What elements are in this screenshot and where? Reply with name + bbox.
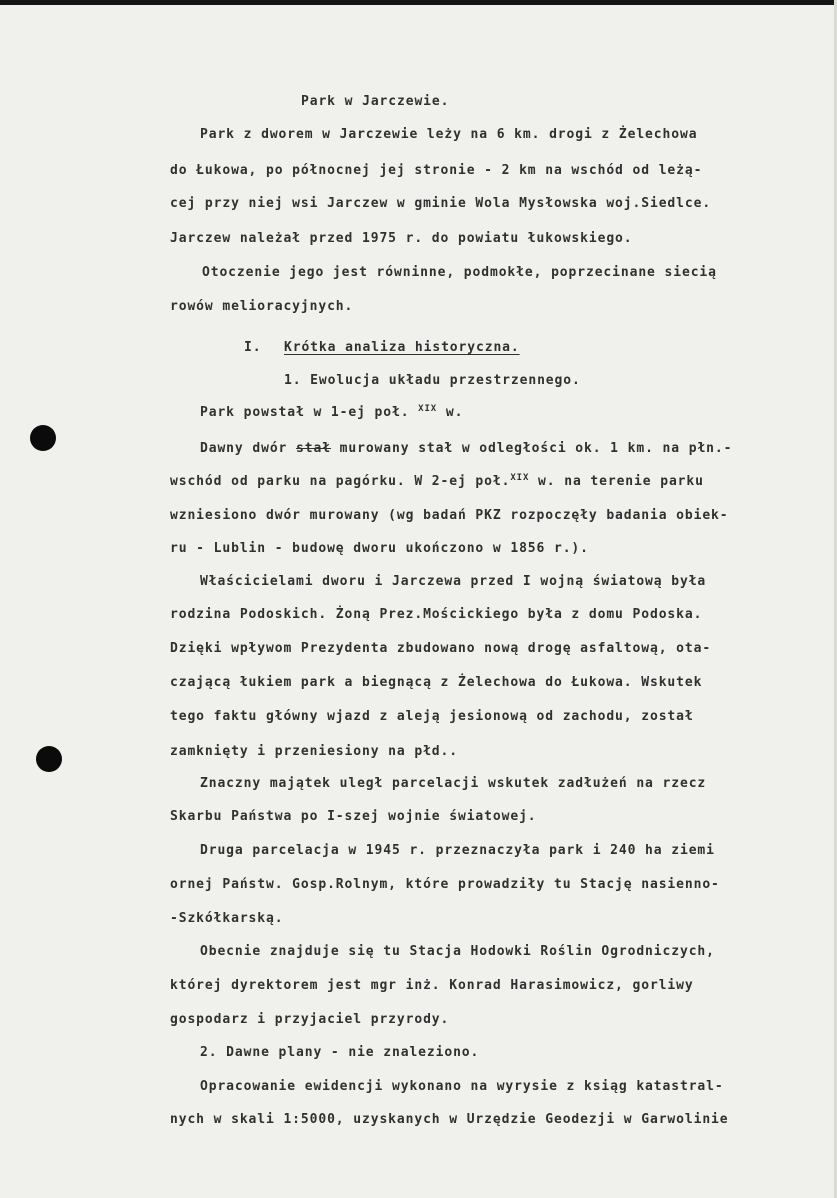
text-line: Znaczny majątek uległ parcelacji wskutek zadłużeń na rzecz [200, 776, 707, 791]
text-line-old-manor [200, 441, 732, 457]
text-line: Park z dworem w Jarczewie leży na 6 km. drogi z Żelechowa [200, 127, 698, 142]
subsection-heading: 2. Dawne plany - nie znaleziono. [200, 1045, 480, 1060]
text-segment: murowany stał w odległości ok. 1 km. na płn.- [330, 441, 733, 456]
text-segment: Park powstał w 1-ej poł. [200, 405, 419, 420]
text-line: rowów melioracyjnych. [170, 299, 354, 314]
text-line: Skarbu Państwa po I-szej wojnie światowej. [170, 809, 537, 824]
document-title: Park w Jarczewie. [301, 94, 450, 109]
text-line: Dzięki wpływom Prezydenta zbudowano nową drogę asfaltową, ota- [170, 641, 712, 656]
text-line: rodzina Podoskich. Żoną Prez.Mościckiego była z domu Podoska. [170, 607, 703, 622]
text-line-park-founded [200, 405, 463, 422]
text-line: Właścicielami dworu i Jarczewa przed I wojną światową była [200, 574, 707, 589]
text-line: do Łukowa, po północnej jej stronie - 2 km na wschód od leżą- [170, 163, 703, 178]
punch-hole-lower [36, 746, 62, 772]
text-line: zamknięty i przeniesiony na płd.. [170, 744, 458, 759]
text-segment: Dawny dwór [200, 441, 296, 456]
text-line: Opracowanie ewidencji wykonano na wyrysie z ksiąg katastral- [200, 1079, 724, 1094]
page-top-edge [0, 0, 837, 5]
text-line: wzniesiono dwór murowany (wg badań PKZ rozpoczęły badania obiek- [170, 508, 729, 523]
text-line: -Szkółkarską. [170, 911, 284, 926]
text-line: ru - Lublin - budowę dworu ukończono w 1856 r.). [170, 541, 589, 556]
text-segment: w. [437, 405, 464, 420]
text-line: której dyrektorem jest mgr inż. Konrad Harasimowicz, gorliwy [170, 978, 694, 993]
text-line: czającą łukiem park a biegnącą z Żelechowa do Łukowa. Wskutek [170, 675, 703, 690]
section-number: I. [244, 340, 262, 355]
text-line: nych w skali 1:5000, uzyskanych w Urzędzie Geodezji w Garwolinie [170, 1112, 729, 1127]
text-line: cej przy niej wsi Jarczew w gminie Wola Mysłowska woj.Siedlce. [170, 196, 712, 211]
text-line: Obecnie znajduje się tu Stacja Hodowki Roślin Ogrodniczych, [200, 944, 715, 959]
text-line: tego faktu główny wjazd z aleją jesionową od zachodu, został [170, 709, 694, 724]
text-line: Druga parcelacja w 1945 r. przeznaczyła park i 240 ha ziemi [200, 843, 715, 858]
subsection-heading: 1. Ewolucja układu przestrzennego. [284, 373, 581, 388]
text-line-second-half [170, 474, 704, 491]
century-numeral: XIX [510, 473, 530, 483]
text-line: ornej Państw. Gosp.Rolnym, które prowadziły tu Stację nasienno- [170, 877, 720, 892]
text-segment: wschód od parku na pagórku. W 2-ej poł. [170, 474, 511, 489]
text-line: Jarczew należał przed 1975 r. do powiatu łukowskiego. [170, 231, 633, 246]
struck-out-word: stał [296, 441, 331, 456]
text-segment: w. na terenie parku [529, 474, 704, 489]
text-line: gospodarz i przyjaciel przyrody. [170, 1012, 450, 1027]
century-numeral: XIX [418, 404, 438, 414]
section-heading: Krótka analiza historyczna. [284, 340, 520, 355]
text-line: Otoczenie jego jest równinne, podmokłe, poprzecinane siecią [202, 265, 717, 280]
punch-hole-upper [30, 425, 56, 451]
